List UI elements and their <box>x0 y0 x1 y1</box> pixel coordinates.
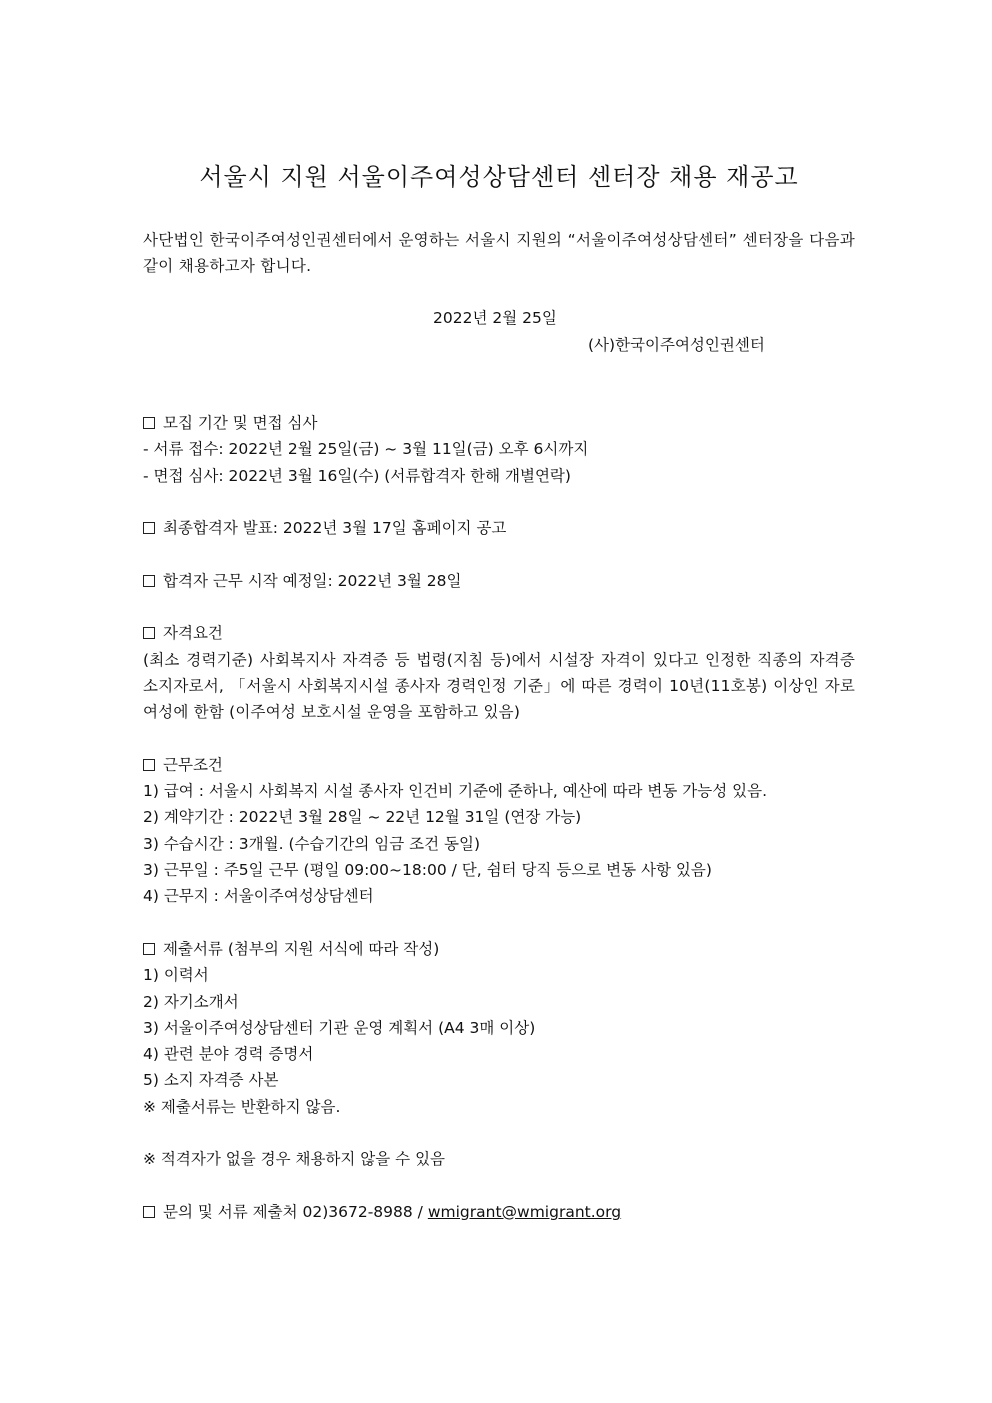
document-page <box>143 0 855 1403</box>
list-item: 2) 자기소개서 <box>143 992 239 1011</box>
checkbox-square-icon <box>143 1206 155 1218</box>
checkbox-square-icon <box>143 627 155 639</box>
section-announcement <box>143 515 855 541</box>
page-title: 서울시 지원 서울이주여성상담센터 센터장 채용 재공고 <box>199 163 799 191</box>
section-heading <box>143 410 855 436</box>
qualification-text: (최소 경력기준) 사회복지사 자격증 등 법령(지침 등)에서 시설장 자격이 있다고 인정한 직종의 자격증 소지자로서, 「서울시 사회복지시설 종사자 경력인정 기준」에 따른 경력이 10년(11호봉) 이상인 자로 여성에 한함 (이주여성 보호시설 운영을 포함하고 있음) <box>143 650 855 722</box>
section-contact <box>143 1199 855 1225</box>
list-item: 5) 소지 자격증 사본 <box>143 1071 279 1090</box>
list-item: ※ 제출서류는 반환하지 않음. <box>143 1097 341 1116</box>
section-heading <box>143 936 855 962</box>
section-documents <box>143 936 855 1120</box>
section-heading-text: 제출서류 (첨부의 지원 서식에 따라 작성) <box>163 939 440 958</box>
section-recruitment <box>143 410 855 489</box>
posting-date: 2022년 2월 25일 <box>433 309 557 327</box>
section-note <box>143 1146 855 1172</box>
intro-paragraph: 사단법인 한국이주여성인권센터에서 운영하는 서울시 지원의 “서울이주여성상담센터” 센터장을 다음과 같이 채용하고자 합니다. <box>143 231 855 275</box>
contact-label: 문의 및 서류 제출처 02)3672-8988 / <box>163 1202 428 1221</box>
section-heading-text: 자격요건 <box>163 624 223 643</box>
list-item: 3) 근무일 : 주5일 근무 (평일 09:00~18:00 / 단, 쉼터 당직 등으로 변동 사항 있음) <box>143 861 712 880</box>
section-qualification <box>143 620 855 725</box>
note-text: ※ 적격자가 없을 경우 채용하지 않을 수 있음 <box>143 1150 446 1169</box>
section-heading <box>143 568 855 594</box>
list-item: 3) 수습시간 : 3개월. (수습기간의 임금 조건 동일) <box>143 834 481 853</box>
section-heading-text: 근무조건 <box>163 755 223 774</box>
section-heading-text: 모집 기간 및 면접 심사 <box>163 414 318 432</box>
checkbox-square-icon <box>143 522 155 534</box>
list-item: 4) 근무지 : 서울이주여성상담센터 <box>143 887 374 906</box>
checkbox-square-icon <box>143 759 155 771</box>
checkbox-square-icon <box>143 575 155 587</box>
list-item: 4) 관련 분야 경력 증명서 <box>143 1045 314 1064</box>
section-heading <box>143 752 855 778</box>
organization-name: (사)한국이주여성인권센터 <box>588 336 765 354</box>
section-heading <box>143 515 855 541</box>
section-start-date <box>143 568 855 594</box>
list-item: - 서류 접수: 2022년 2월 25일(금) ~ 3월 11일(금) 오후 6시까지 <box>143 440 589 459</box>
checkbox-square-icon <box>143 943 155 955</box>
list-item: 1) 급여 : 서울시 사회복지 시설 종사자 인건비 기준에 준하나, 예산에 따라 변동 가능성 있음. <box>143 782 768 801</box>
section-heading-text: 합격자 근무 시작 예정일: 2022년 3월 28일 <box>163 571 462 590</box>
list-item: 2) 계약기간 : 2022년 3월 28일 ~ 22년 12월 31일 (연장 가능) <box>143 808 582 827</box>
section-conditions <box>143 752 855 910</box>
list-item: - 면접 심사: 2022년 3월 16일(수) (서류합격자 한해 개별연락) <box>143 466 571 485</box>
list-item: 3) 서울이주여성상담센터 기관 운영 계획서 (A4 3매 이상) <box>143 1018 536 1037</box>
contact-line <box>143 1199 855 1225</box>
list-item: 1) 이력서 <box>143 966 209 985</box>
section-heading <box>143 620 855 646</box>
contact-email-link[interactable]: wmigrant@wmigrant.org <box>427 1202 622 1221</box>
section-heading-text: 최종합격자 발표: 2022년 3월 17일 홈페이지 공고 <box>163 519 507 538</box>
checkbox-square-icon <box>143 417 155 429</box>
sections <box>143 410 855 1252</box>
